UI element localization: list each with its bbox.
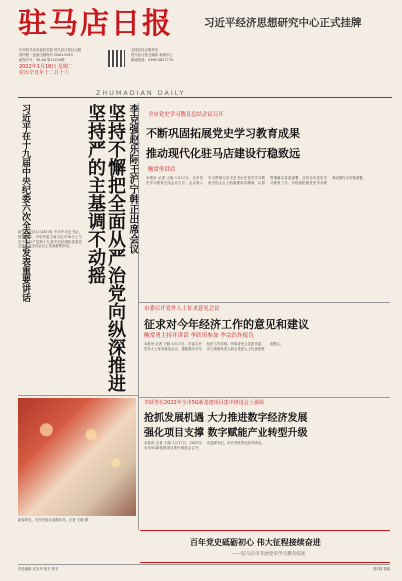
left-feature <box>18 102 138 392</box>
section-rule <box>139 302 390 303</box>
third-title-line-1: 抢抓发展机遇 大力推进数字经济发展 <box>144 413 308 424</box>
section-rule <box>139 397 390 398</box>
qr-code-icon <box>108 50 125 67</box>
footer-right: 第1版 要闻 <box>373 567 390 571</box>
section-rule <box>18 395 138 396</box>
meta-line: 中共驻马店市委机关报 驻马店日报社出版 <box>19 48 82 52</box>
lunar-date: 农历辛丑年十二月十六 <box>19 70 70 76</box>
meta-line: 全国百佳出版单位 <box>131 48 159 52</box>
feature-title-secondary: 坚持严的主基调不动摇 <box>85 104 106 284</box>
top-headline: 习近平经济思想研究中心正式挂牌 <box>204 17 362 29</box>
masthead-divider <box>18 97 392 98</box>
feature-body: 新华社北京1月18日电 中共中央总书记、国家主席、中央军委主席习近平18日上午在中国共产党第十九届中央纪律检查委员会第六次全体会议上发表重要讲话。 <box>18 230 82 249</box>
second-kicker: 市委召开党外人士征求意见会议 <box>144 306 220 312</box>
masthead-meta-right <box>131 48 194 63</box>
lead-title-line-1: 不断巩固拓展党史学习教育成果 <box>146 127 300 140</box>
second-title: 征求对今年经济工作的意见和建议 <box>144 318 309 331</box>
meta-line: 邮发代号：35-48 第13216期 <box>19 58 65 62</box>
column-rule <box>138 103 139 530</box>
issue-date <box>19 64 73 76</box>
meta-line: 国内统一连续出版物号 CN41-0015 <box>19 53 74 57</box>
lead-story <box>140 102 390 302</box>
meta-line: 新闻热线：0396-3827770 <box>131 58 173 62</box>
bottom-rule <box>18 564 390 565</box>
third-story <box>140 399 390 529</box>
masthead-title: 驻马店日报 <box>18 6 174 40</box>
lead-body: 本报讯 记者 王晓 1月17日，全市党史学习教育总结会议召开。会议深入学习贯彻习近平总书记在党史学习教育总结大会上的重要讲话精神，认真贯彻落实省委部署，总结全市党史学习教育工作，对巩固拓展党史学习教育成果作出安排部署。 <box>146 176 366 185</box>
feature-kicker: 习近平在十九届中央纪委六次全会上发表重要讲话 <box>20 104 30 302</box>
second-body: 本报讯 记者 王晓 1月17日，市委召开党外人士征求意见会议，通报我市今年经济工作安排，听取各民主党派市委、市工商联负责人和无党派人士代表的意见建议。 <box>144 342 284 351</box>
second-story <box>140 304 390 397</box>
lead-title-line-2: 推动现代化驻马店建设行稳致远 <box>146 147 300 160</box>
feature-title-primary: 坚持不懈把全面从严治党向纵深推进 <box>105 104 126 392</box>
lead-speaker: 鲍常勇讲话 <box>148 167 175 173</box>
photo-caption: 新春将至，市民在街头选购年货。记者 王晓 摄 <box>18 518 88 522</box>
third-title-line-2: 强化项目支撑 数字赋能产业转型升级 <box>144 428 308 439</box>
news-photo <box>18 398 136 516</box>
feature-subtitle: 李克强赵乐际王沪宁韩正出席会议 <box>127 104 138 254</box>
publication-date: 2022年1月18日 星期二 <box>19 64 73 70</box>
bottom-banner <box>140 530 390 563</box>
second-subtitle: 鲍常勇主持并讲话 李跃男参加 李宗浩作报告 <box>144 333 254 339</box>
banner-title: 百年党史砥砺初心 伟大征程接续奋进 <box>190 537 321 547</box>
meta-line: 驻马店日报全媒体 新闻中心 <box>131 53 173 57</box>
third-body: 本报讯 记者 王晓 1月17日，2022年全市5G新基建项目集中推进会召开，市委副书记、市长李跃男出席并讲话。 <box>144 441 265 450</box>
footer-left: 责任编辑 邓玉华 校对 张平 <box>18 567 59 571</box>
third-kicker: 李跃男在2022年全市5G新基建项目集中推进会上强调 <box>144 400 264 406</box>
english-name: ZHUMADIAN DAILY <box>96 89 186 97</box>
lead-kicker: 全市党史学习教育总结会议召开 <box>148 112 224 118</box>
banner-subtitle: ——驻马店市开展党史学习教育综述 <box>232 552 306 557</box>
